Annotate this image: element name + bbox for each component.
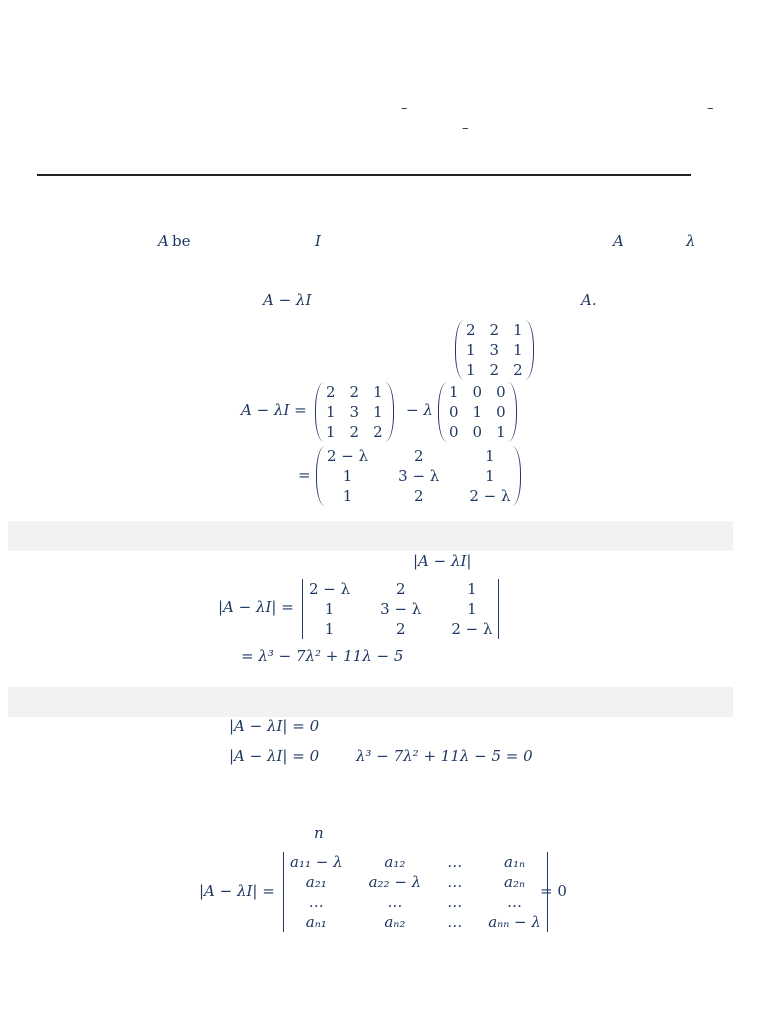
horizontal-rule: [37, 174, 691, 176]
header-dash: –: [462, 121, 469, 136]
matrix-cell: 0: [449, 423, 459, 441]
matrix-cell: 1: [373, 383, 383, 401]
matrix-cell: 1: [472, 403, 483, 421]
det-equals-zero: |A − λI| = 0: [229, 747, 320, 765]
matrix-cell: 1: [342, 467, 353, 485]
matrix-cell: …: [387, 893, 403, 911]
matrix-cell: 3 − λ: [398, 467, 440, 485]
matrix-cell: a₁ₙ: [504, 853, 526, 871]
general-lhs: |A − λI| =: [199, 882, 275, 900]
matrix-cell: …: [308, 893, 324, 911]
matrix-cell: 2: [373, 423, 383, 441]
matrix-cell: 3: [489, 341, 500, 359]
matrix-cell: 2: [513, 361, 523, 379]
matrix-cell: 1: [513, 341, 523, 359]
matrix-cell: a₂ₙ: [504, 873, 526, 891]
matrix-cell: a₂₂ − λ: [368, 873, 422, 891]
matrix-cell: 0: [449, 403, 459, 421]
matrix-cell: aₙₙ − λ: [488, 913, 541, 931]
expr-A-minus-lambda-I: A − λI: [263, 291, 312, 309]
matrix-cell: 1: [485, 467, 495, 485]
eq1-lhs: A − λI =: [241, 401, 307, 419]
matrix-cell: 1: [467, 580, 477, 598]
matrix-cell: 2 − λ: [309, 580, 351, 598]
matrix-cell: …: [447, 913, 463, 931]
matrix-cell: 1: [326, 423, 336, 441]
eq3-lhs: |A − λI| =: [218, 598, 294, 616]
matrix-A: [455, 320, 534, 380]
matrix-cell: a₁₁ − λ: [290, 853, 343, 871]
matrix-cell: 1: [513, 321, 523, 339]
matrix-cell: 1: [324, 600, 335, 618]
matrix-cell: …: [447, 873, 463, 891]
matrix-cell: 0: [496, 403, 506, 421]
matrix-cell: 2: [395, 580, 406, 598]
var-A: A: [158, 232, 169, 250]
matrix-cell: 2: [395, 620, 406, 638]
matrix-A-minus-lambda-I: [316, 446, 521, 506]
matrix-cell: 0: [496, 383, 506, 401]
matrix-cell: …: [447, 893, 463, 911]
var-A-period: A.: [581, 291, 597, 309]
var-I: I: [315, 232, 321, 250]
characteristic-polynomial: = λ³ − 7λ² + 11λ − 5: [241, 647, 404, 665]
minus-lambda: − λ: [406, 401, 433, 419]
matrix-cell: …: [447, 853, 463, 871]
header-dash: –: [401, 101, 408, 116]
matrix-cell: 1: [324, 620, 335, 638]
matrix-A: [315, 382, 394, 442]
matrix-cell: a₂₁: [305, 873, 327, 891]
matrix-cell: aₙ₂: [384, 913, 406, 931]
determinant-matrix: [302, 579, 499, 639]
det-equals-zero: |A − λI| = 0: [229, 717, 320, 735]
var-A: A: [613, 232, 624, 250]
matrix-cell: 3 − λ: [380, 600, 422, 618]
var-lambda: λ: [686, 232, 696, 250]
matrix-cell: 1: [342, 487, 353, 505]
var-n: n: [314, 824, 324, 842]
equals-sign: =: [298, 466, 311, 484]
matrix-cell: 1: [466, 341, 476, 359]
matrix-cell: 1: [496, 423, 506, 441]
matrix-cell: 1: [373, 403, 383, 421]
word-be: be: [172, 232, 191, 250]
matrix-cell: 2: [326, 383, 336, 401]
matrix-cell: 0: [472, 383, 483, 401]
matrix-cell: 2 − λ: [451, 620, 493, 638]
section-band: [8, 687, 733, 717]
general-rhs: = 0: [540, 882, 567, 900]
matrix-cell: 2: [489, 361, 500, 379]
matrix-cell: a₁₂: [384, 853, 406, 871]
header-dash: –: [707, 101, 714, 116]
matrix-cell: aₙ₁: [305, 913, 327, 931]
matrix-cell: 2: [466, 321, 476, 339]
matrix-cell: 2: [349, 423, 360, 441]
general-determinant-matrix: [283, 852, 548, 932]
matrix-cell: 2 − λ: [327, 447, 369, 465]
section-band: [8, 521, 733, 551]
characteristic-equation: λ³ − 7λ² + 11λ − 5 = 0: [356, 747, 533, 765]
matrix-cell: 2: [413, 447, 424, 465]
matrix-cell: 2 − λ: [469, 487, 511, 505]
matrix-cell: 2: [349, 383, 360, 401]
matrix-cell: …: [507, 893, 523, 911]
determinant-label: |A − λI|: [413, 552, 472, 570]
matrix-cell: 1: [467, 600, 477, 618]
matrix-cell: 2: [413, 487, 424, 505]
matrix-cell: 1: [326, 403, 336, 421]
matrix-cell: 0: [472, 423, 483, 441]
matrix-cell: 3: [349, 403, 360, 421]
matrix-cell: 2: [489, 321, 500, 339]
identity-matrix: [438, 382, 517, 442]
matrix-cell: 1: [485, 447, 495, 465]
matrix-cell: 1: [466, 361, 476, 379]
matrix-cell: 1: [449, 383, 459, 401]
